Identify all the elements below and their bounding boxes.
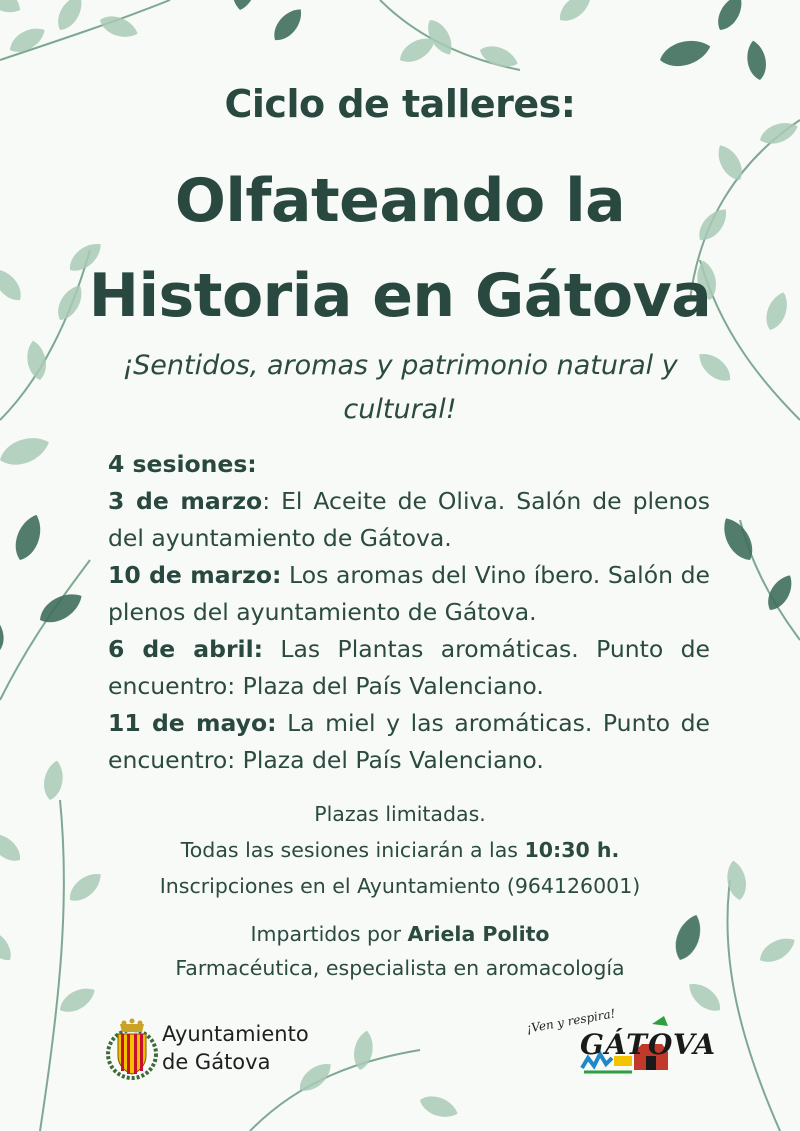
poster-title-line1: Olfateando la [174, 166, 626, 236]
poster-tagline [80, 344, 720, 432]
session-description: La miel y las aromáticas. Punto de encuentro: Plaza del País Valenciano. [108, 709, 710, 774]
instructor-role: Farmacéutica, especialista en aromacología [175, 956, 625, 980]
poster-title [20, 154, 780, 344]
session-item [108, 631, 710, 705]
practical-info [100, 796, 700, 904]
town-crest-icon [106, 1018, 158, 1080]
gatova-wordmark: GÁTOVA [580, 1028, 717, 1061]
session-item [108, 705, 710, 779]
start-time: 10:30 h. [524, 838, 620, 862]
start-time-prefix: Todas las sesiones iniciarán a las [180, 838, 525, 862]
gatova-tourism-logo [522, 1006, 717, 1098]
ayuntamiento-line2: de Gátova [162, 1050, 271, 1074]
session-item [108, 483, 710, 557]
session-date: 11 de mayo: [108, 709, 277, 737]
session-date: 10 de marzo: [108, 561, 282, 589]
session-description: Los aromas del Vino íbero. Salón de plenos del ayuntamiento de Gátova. [108, 561, 711, 626]
session-date: 3 de marzo [108, 487, 263, 515]
gatova-slogan: ¡Ven y respira! [525, 1006, 617, 1036]
tagline-line1: ¡Sentidos, aromas y patrimonio natural y [122, 350, 678, 381]
instructor-prefix: Impartidos por [250, 922, 408, 946]
tagline-line2: cultural! [343, 394, 457, 425]
ayuntamiento-logo [106, 1016, 336, 1082]
session-date: 6 de abril: [108, 635, 264, 663]
instructor-name: Ariela Polito [407, 922, 550, 946]
registration-info: Inscripciones en el Ayuntamiento (964126001) [159, 874, 641, 898]
session-description: : El Aceite de Oliva. Salón de plenos del ayuntamiento de Gátova. [108, 487, 711, 552]
session-item [108, 557, 710, 631]
poster-subtitle: Ciclo de talleres: [224, 82, 576, 126]
sessions-heading-text: 4 sesiones: [108, 450, 257, 478]
session-description: Las Plantas aromáticas. Punto de encuentro: Plaza del País Valenciano. [108, 635, 710, 700]
instructor-line [100, 917, 700, 951]
start-time-line [100, 832, 700, 868]
ayuntamiento-name [162, 1020, 309, 1076]
limited-places: Plazas limitadas. [314, 802, 486, 826]
ayuntamiento-line1: Ayuntamiento [162, 1022, 309, 1046]
instructor-info [100, 917, 700, 985]
sessions-list [108, 446, 710, 779]
sessions-heading [108, 446, 710, 483]
poster-title-line2: Historia en Gátova [88, 261, 712, 331]
